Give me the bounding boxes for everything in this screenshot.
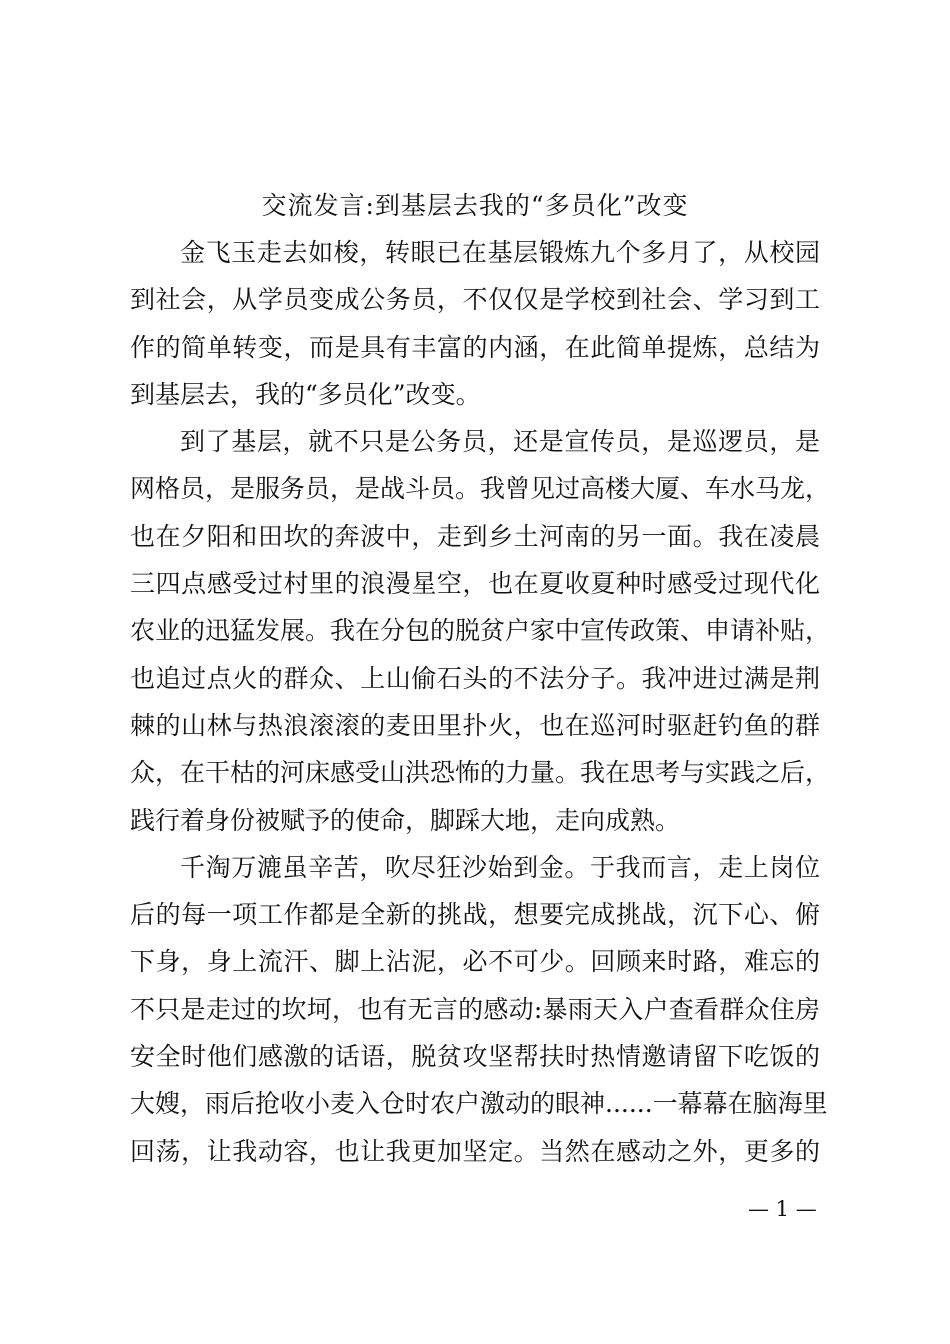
paragraph-3-line-2: 后的每一项工作都是全新的挑战，想要完成挑战，沉下心、俯 — [130, 900, 820, 930]
paragraph-3-line-5: 安全时他们感激的话语，脱贫攻坚帮扶时热情邀请留下吃饭的 — [130, 1042, 820, 1072]
paragraph-3-line-4: 不只是走过的坎坷，也有无言的感动:暴雨天入户查看群众住房 — [130, 994, 820, 1024]
paragraph-2-line-3: 也在夕阳和田坎的奔波中，走到乡土河南的另一面。我在凌晨 — [130, 521, 820, 551]
paragraph-1-line-2: 到社会，从学员变成公务员，不仅仅是学校到社会、学习到工 — [130, 285, 820, 315]
paragraph-3-line-3: 下身，身上流汗、脚上沾泥，必不可少。回顾来时路，难忘的 — [130, 947, 820, 977]
paragraph-2-line-6: 也追过点火的群众、上山偷石头的不法分子。我冲进过满是荆 — [130, 663, 820, 693]
paragraph-2-line-9: 践行着身份被赋予的使命，脚踩大地，走向成熟。 — [130, 805, 681, 835]
body-text — [130, 233, 831, 1179]
paragraph-3-line-1: 千淘万漉虽辛苦，吹尽狂沙始到金。于我而言，走上岗位 — [180, 852, 820, 882]
paragraph-3-line-7: 回荡，让我动容，也让我更加坚定。当然在感动之外，更多的 — [130, 1136, 820, 1166]
paragraph-2-line-5: 农业的迅猛发展。我在分包的脱贫户家中宣传政策、申请补贴， — [130, 616, 831, 646]
paragraph-3-line-6: 大嫂，雨后抢收小麦入仓时农户激动的眼神......一幕幕在脑海里 — [130, 1089, 828, 1119]
paragraph-1-line-1: 金飞玉走去如梭，转眼已在基层锻炼九个多月了，从校园 — [180, 238, 820, 267]
paragraph-2-line-1: 到了基层，就不只是公务员，还是宣传员，是巡逻员，是 — [180, 427, 820, 457]
paragraph-2-line-7: 棘的山林与热浪滚滚的麦田里扑火，也在巡河时驱赶钓鱼的群 — [130, 710, 820, 740]
paragraph-1-line-4: 到基层去，我的“多员化”改变。 — [130, 379, 481, 409]
paragraph-2-line-2: 网格员，是服务员，是战斗员。我曾见过高楼大厦、车水马龙， — [130, 474, 831, 504]
document-title: 交流发言:到基层去我的“多员化”改变 — [261, 191, 689, 220]
page-number: — 1 — — [748, 1197, 817, 1221]
paragraph-1-line-3: 作的简单转变，而是具有丰富的内涵，在此简单提炼，总结为 — [130, 332, 820, 362]
paragraph-2-line-8: 众，在干枯的河床感受山洪恐怖的力量。我在思考与实践之后， — [130, 758, 831, 788]
paragraph-2-line-4: 三四点感受过村里的浪漫星空，也在夏收夏种时感受过现代化 — [130, 569, 820, 599]
